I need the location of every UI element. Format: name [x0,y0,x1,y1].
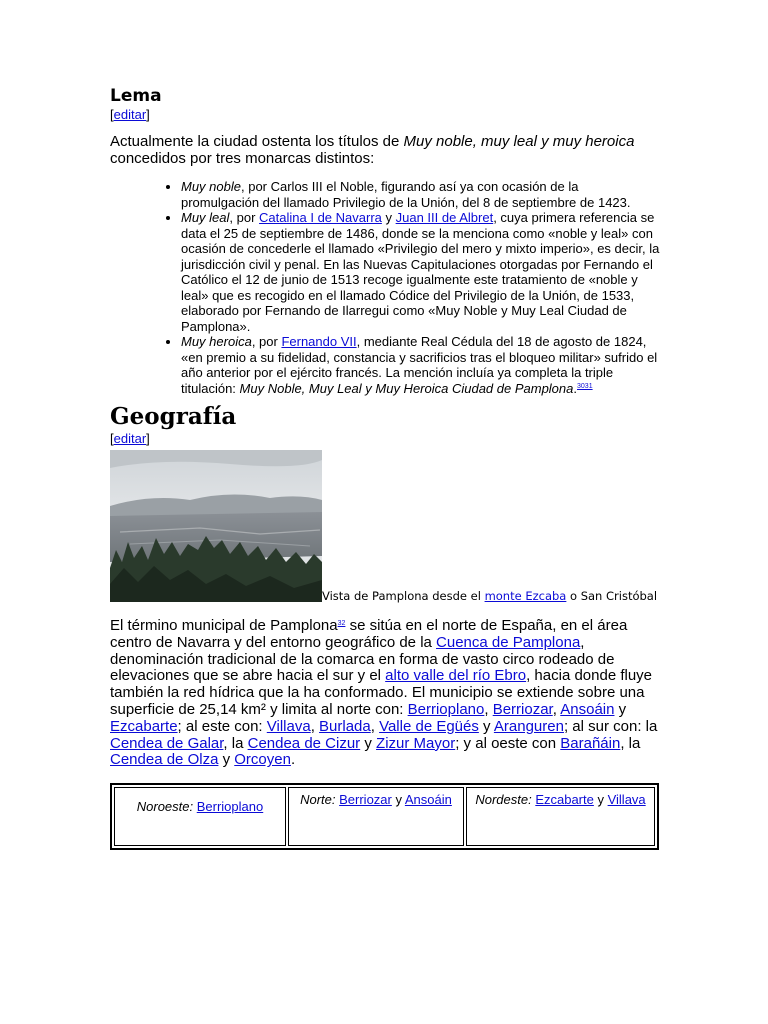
link-valle-egues[interactable]: Valle de Egüés [379,717,479,735]
text: , hacia donde fluye también la red hídrica que la ha conformado. El municipio se extiende sobre una superficie de 25,14 km² y limita al norte con: [110,667,653,718]
intro-text-end: concedidos por tres monarcas distintos: [110,150,375,167]
text: , cuya primera referencia se data el 25 de septiembre de 1486, donde se la menciona como «noble y leal» con ocasión de concederle el llamado «Privilegio del mero y mixto imperio», es decir, la jurisdicción civil y penal. En las Nuevas Capitulaciones otorgadas por Fernando el Católico el 12 de junio de 1513 recoge igualmente este tratamiento de «noble y leal» que es recogido en el llamado Códice del Privilegio de la Unión, de 1533, elaborado por Fernando de Ilarregui como «Muy Noble y Muy Leal Ciudad de Pamplona». [181,210,660,334]
direction-label: Nordeste: [475,792,536,808]
link-cendea-olza[interactable]: Cendea de Olza [110,751,219,769]
text: y [360,734,377,752]
title-name: Muy noble [181,179,241,194]
text: . [290,751,296,769]
citation-link[interactable]: 32 [337,620,346,627]
link-juan-albret[interactable]: Juan III de Albret [395,210,494,225]
text: , [310,717,320,735]
section-heading-lema: Lema [110,86,162,106]
link-berrioplano[interactable]: Berrioplano [407,700,485,718]
text: , denominación tradicional de la comarca en forma de vasto circo rodeado de elevaciones que se abre hacia el sur y el [110,633,615,685]
edit-link-lema[interactable]: editar [113,107,147,122]
link-catalina[interactable]: Catalina I de Navarra [259,210,382,225]
cell-nordeste [466,787,655,846]
text: , [370,717,380,735]
lema-intro-paragraph [110,133,660,167]
edit-link-geografia[interactable]: editar [113,431,147,446]
text: , mediante Real Cédula del 18 de agosto de 1824, «en premio a su fidelidad, constancia y sacrificios tras el bloqueo militar» sufrido el año anterior por el ejército francés. La mención incluía ya completa la triple titulación: [181,334,658,396]
text: y [593,792,608,808]
section-heading-geografia: Geografía [110,403,237,430]
figure [110,450,660,604]
text: y [381,210,396,225]
edit-section-geografia: [editar] [110,431,150,446]
text: y [218,751,235,769]
link-villava-table[interactable]: Villava [607,792,646,808]
text: . [573,380,578,396]
link-berriozar[interactable]: Berriozar [492,700,553,718]
table-row [114,787,655,846]
text: , por [229,210,260,225]
link-zizur-mayor[interactable]: Zizur Mayor [376,734,456,752]
edit-section-lema: [editar] [110,107,150,122]
intro-text: Actualmente la ciudad ostenta los títulos de [110,133,404,150]
list-item [181,179,660,210]
link-berriozar-table[interactable]: Berriozar [339,792,392,808]
text: ; y al oeste con [455,734,561,752]
title-name: Muy heroica [181,334,252,349]
italic-text: Muy Noble, Muy Leal y Muy Heroica Ciudad de Pamplona [239,380,574,396]
text: , la [223,734,248,752]
text: y [478,717,494,735]
text: ; al sur con: la [563,717,658,735]
cell-norte [288,787,464,846]
link-ansoain[interactable]: Ansoáin [560,700,615,718]
link-alto-valle-ebro[interactable]: alto valle del río Ebro [385,667,527,685]
title-desc: , por Carlos III el Noble, figurando así ya con ocasión de la promulgación del llamado Privilegio de la Unión, del 8 de septiembre de 1423. [181,179,631,210]
link-aranguren[interactable]: Aranguren [493,717,564,735]
direction-label: Noroeste: [136,799,197,815]
article-content [110,86,660,850]
link-baranain[interactable]: Barañáin [560,734,621,752]
link-berrioplano-table[interactable]: Berrioplano [196,799,264,815]
citation-link[interactable]: 3031 [577,382,593,390]
text: y [391,792,405,808]
text: El término municipal de Pamplona [110,617,338,634]
text: ; al este con: [177,717,267,735]
link-cendea-galar[interactable]: Cendea de Galar [110,734,224,752]
caption-text-end: o San Cristóbal [566,589,658,603]
geografia-paragraph [110,618,660,769]
link-cendea-cizur[interactable]: Cendea de Cizur [247,734,361,752]
neighbors-table [110,783,659,850]
text: , la [620,734,641,752]
landscape-photo[interactable] [110,450,322,602]
list-item [181,334,660,396]
link-burlada[interactable]: Burlada [319,717,371,735]
link-orcoyen[interactable]: Orcoyen [234,751,291,769]
link-villava[interactable]: Villava [266,717,311,735]
link-monte-ezcaba[interactable]: monte Ezcaba [484,589,567,603]
text: , por [251,334,282,349]
figure-caption [322,589,657,603]
link-fernando-vii[interactable]: Fernando VII [281,334,357,349]
title-name: Muy leal [181,210,230,225]
intro-italic: Muy noble, muy leal y muy heroica [403,133,635,150]
list-item [181,210,660,334]
text: , [552,700,561,718]
direction-label: Norte: [300,792,340,808]
text: , [484,700,493,718]
caption-text: Vista de Pamplona desde el [322,589,485,603]
link-cuenca-pamplona[interactable]: Cuenca de Pamplona [436,633,581,651]
titles-list [110,179,660,396]
link-ezcabarte[interactable]: Ezcabarte [110,717,178,735]
text: y [614,700,627,718]
text: se sitúa en el norte de España, en el área centro de Navarra y del entorno geográfico de la [110,617,628,651]
cell-noroeste [114,787,286,846]
link-ezcabarte-table[interactable]: Ezcabarte [535,792,594,808]
link-ansoain-table[interactable]: Ansoáin [404,792,452,808]
